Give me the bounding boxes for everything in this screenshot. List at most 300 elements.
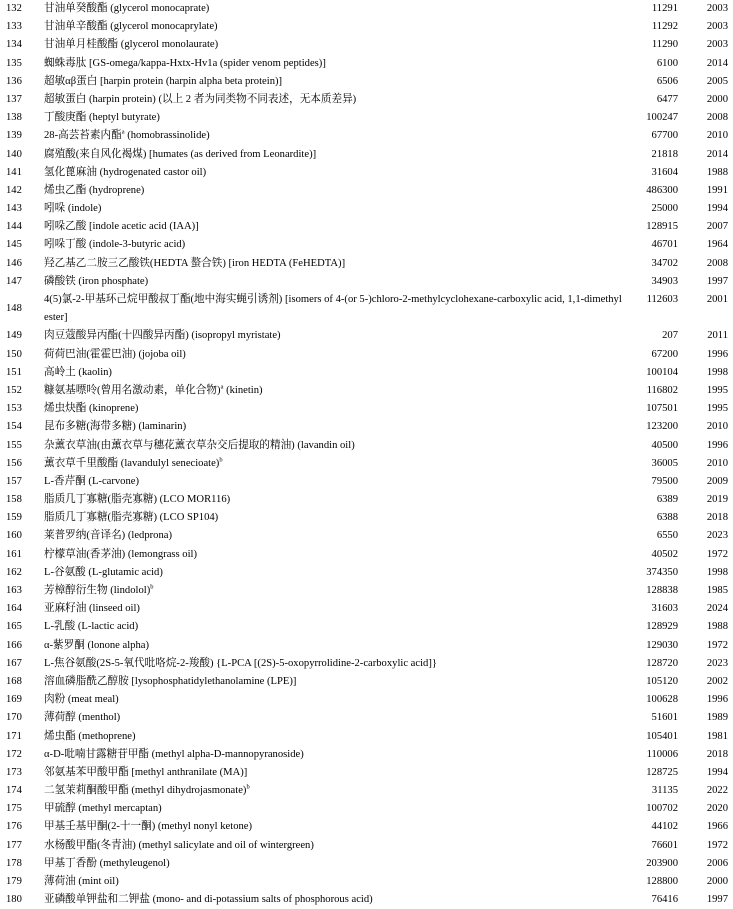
substance-name <box>44 0 624 18</box>
registration-year: 2023 <box>706 657 728 669</box>
substance-name <box>44 564 624 582</box>
substance-name <box>44 127 624 145</box>
registration-year: 2003 <box>706 39 728 51</box>
substance-name <box>44 236 624 254</box>
table-row <box>0 255 733 273</box>
substance-name-text: 柠檬草油(香茅油) (lemongrass oil) <box>44 548 197 560</box>
registration-year: 2008 <box>706 257 728 269</box>
row-number: 178 <box>6 857 22 869</box>
registration-year: 2008 <box>706 112 728 124</box>
registration-year: 1964 <box>706 239 728 251</box>
registration-year: 1985 <box>706 585 728 597</box>
substance-name <box>44 400 624 418</box>
row-number: 177 <box>6 839 22 851</box>
substance-name <box>44 18 624 36</box>
registration-year: 1995 <box>706 403 728 415</box>
row-number: 144 <box>6 221 22 233</box>
substance-name-text: 蜘蛛毒肽 [GS-omega/kappa-Hxtx-Hv1a (spider venom peptides)] <box>44 57 326 69</box>
table-row <box>0 527 733 545</box>
substance-name-text: 羟乙基乙二胺三乙酸铁(HEDTA 螯合铁) [iron HEDTA (FeHEDTA)] <box>44 257 346 269</box>
substance-name-text: 亚磷酸单钾盐和二钾盐 (mono- and di-potassium salts of phosphorous acid) <box>44 894 373 906</box>
table-row <box>0 455 733 473</box>
pc-code: 107501 <box>646 403 678 415</box>
pc-code: 46701 <box>651 239 678 251</box>
pc-code: 129030 <box>646 639 678 651</box>
registration-year: 1966 <box>706 821 728 833</box>
row-number: 173 <box>6 766 22 778</box>
substance-name <box>44 437 624 455</box>
row-number: 175 <box>6 803 22 815</box>
substance-name-text: 脂质几丁寡糖(脂壳寡糖) (LCO MOR116) <box>44 494 231 506</box>
row-number: 165 <box>6 621 22 633</box>
pc-code: 25000 <box>651 203 678 215</box>
pc-code: 203900 <box>646 857 678 869</box>
table-row <box>0 109 733 127</box>
registration-year: 2007 <box>706 221 728 233</box>
pc-code: 123200 <box>646 421 678 433</box>
registration-year: 2006 <box>706 857 728 869</box>
substance-name <box>44 109 624 127</box>
pc-code: 207 <box>662 330 678 342</box>
registration-year: 1972 <box>706 839 728 851</box>
pc-code: 6477 <box>656 93 678 105</box>
table-row <box>0 837 733 855</box>
substance-name <box>44 182 624 200</box>
table-row <box>0 782 733 800</box>
table-row <box>0 891 733 909</box>
row-number: 132 <box>6 3 22 14</box>
table-row <box>0 618 733 636</box>
substance-name <box>44 473 624 491</box>
registration-year: 2000 <box>706 93 728 105</box>
substance-name-text: 二氢茉莉酮酸甲酯 (methyl dihydrojasmonate) <box>44 785 247 797</box>
row-number: 154 <box>6 421 22 433</box>
substance-name <box>44 164 624 182</box>
registration-year: 2024 <box>706 603 728 615</box>
table-row <box>0 236 733 254</box>
pc-code: 128929 <box>646 621 678 633</box>
table-row <box>0 55 733 73</box>
registration-year: 2020 <box>706 803 728 815</box>
substance-name-text: L-焦谷氨酸(2S-5-氧代吡咯烷-2-羧酸) {L-PCA [(2S)-5-oxopyrrolidine-2-carboxylic acid]} <box>44 657 437 669</box>
table-row <box>0 764 733 782</box>
registration-year: 1991 <box>706 184 728 196</box>
pc-code: 36005 <box>651 457 678 469</box>
table-row <box>0 218 733 236</box>
row-number: 156 <box>6 457 22 469</box>
row-number: 137 <box>6 93 22 105</box>
substance-name-text: 超敏蛋白 (harpin protein) (以上 2 者为同类物不同表述，无本质差异) <box>44 93 357 105</box>
substance-name <box>44 891 624 909</box>
substance-name-text: L-谷氨酸 (L-glutamic acid) <box>44 566 163 578</box>
table-row <box>0 582 733 600</box>
row-number: 157 <box>6 475 22 487</box>
substance-name-text: L-香芹酮 (L-carvone) <box>44 475 140 487</box>
substance-name <box>44 73 624 91</box>
substance-name <box>44 818 624 836</box>
substance-name <box>44 364 624 382</box>
substance-name-text: 甲硫醇 (methyl mercaptan) <box>44 803 162 815</box>
row-number: 135 <box>6 57 22 69</box>
table-row <box>0 637 733 655</box>
table-row <box>0 273 733 291</box>
table-row <box>0 818 733 836</box>
substance-name-text: 薄荷醇 (menthol) <box>44 712 121 724</box>
registration-year: 2014 <box>706 57 728 69</box>
substance-name <box>44 873 624 891</box>
registration-year: 1994 <box>706 766 728 778</box>
pc-code: 100628 <box>646 694 678 706</box>
substance-name <box>44 527 624 545</box>
registration-year: 1996 <box>706 439 728 451</box>
pc-code: 128720 <box>646 657 678 669</box>
substance-name <box>44 691 624 709</box>
row-number: 152 <box>6 384 22 396</box>
table-row <box>0 546 733 564</box>
pc-code: 486300 <box>646 184 678 196</box>
table-row <box>0 673 733 691</box>
registration-year: 2018 <box>706 748 728 760</box>
registration-year: 1988 <box>706 621 728 633</box>
table-row <box>0 200 733 218</box>
substance-name <box>44 382 624 400</box>
row-number: 162 <box>6 566 22 578</box>
row-number: 138 <box>6 112 22 124</box>
pc-code: 21818 <box>651 148 678 160</box>
pc-code: 128915 <box>646 221 678 233</box>
pc-code: 6100 <box>656 57 678 69</box>
registration-year: 2000 <box>706 876 728 888</box>
substance-name-text: 昆布多糖(海带多糖) (laminarin) <box>44 421 187 433</box>
pc-code: 31603 <box>651 603 678 615</box>
registration-year: 1997 <box>706 894 728 906</box>
substance-name-text: 28-高芸苔素内酯 <box>44 130 122 142</box>
substance-name-text: 亚麻籽油 (linseed oil) <box>44 603 140 615</box>
substance-name <box>44 55 624 73</box>
table-row <box>0 36 733 54</box>
substance-name <box>44 273 624 291</box>
registration-year: 1995 <box>706 384 728 396</box>
table-row <box>0 746 733 764</box>
pc-code: 31604 <box>651 166 678 178</box>
registration-year: 2011 <box>707 330 728 342</box>
substance-name-text: 丁酸庚酯 (heptyl butyrate) <box>44 112 160 124</box>
substance-name-text: 4(5)氯-2-甲基环己烷甲酸叔丁酯(地中海实蝇引诱剂) [isomers of 4-(or 5-)chloro-2-methylcyclohexane-carboxylic acid, 1,1-dimethyl ester] <box>44 294 622 324</box>
substance-name <box>44 509 624 527</box>
registration-year: 2005 <box>706 75 728 87</box>
pc-code: 6389 <box>656 494 678 506</box>
substance-name-text: α-D-吡喃甘露糖苷甲酯 (methyl alpha-D-mannopyranoside) <box>44 748 304 760</box>
table-row <box>0 146 733 164</box>
registration-year: 1972 <box>706 639 728 651</box>
table-row <box>0 400 733 418</box>
substance-name-text: 甲基壬基甲酮(2-十一酮) (methyl nonyl ketone) <box>44 821 253 833</box>
substance-name-text: 杂薰衣草油(由薰衣草与穗花薰衣草杂交后提取的精油) (lavandin oil) <box>44 439 355 451</box>
pc-code: 76601 <box>651 839 678 851</box>
row-number: 180 <box>6 894 22 906</box>
pc-code: 40502 <box>651 548 678 560</box>
row-number: 171 <box>6 730 22 742</box>
substance-name-text: 超敏αβ蛋白 [harpin protein (harpin alpha beta protein)] <box>44 75 283 87</box>
substance-name-text: 甲基丁香酚 (methyleugenol) <box>44 857 170 869</box>
row-number: 150 <box>6 348 22 360</box>
substance-name <box>44 855 624 873</box>
row-number: 147 <box>6 275 22 287</box>
row-number: 166 <box>6 639 22 651</box>
substance-name-text: 薄荷油 (mint oil) <box>44 876 119 888</box>
pc-code: 100104 <box>646 366 678 378</box>
row-number: 143 <box>6 203 22 215</box>
table-row <box>0 564 733 582</box>
registration-year: 1972 <box>706 548 728 560</box>
table-row <box>0 291 733 327</box>
pc-code: 67700 <box>651 130 678 142</box>
pc-code: 76416 <box>651 894 678 906</box>
table-row <box>0 709 733 727</box>
substance-name <box>44 36 624 54</box>
registration-year: 2023 <box>706 530 728 542</box>
row-number: 172 <box>6 748 22 760</box>
substance-name <box>44 91 624 109</box>
row-number: 151 <box>6 366 22 378</box>
table-row <box>0 327 733 345</box>
table-row <box>0 364 733 382</box>
row-number: 167 <box>6 657 22 669</box>
substance-name <box>44 346 624 364</box>
table-row <box>0 0 733 18</box>
substance-name <box>44 709 624 727</box>
substance-name-text: α-紫罗酮 (lonone alpha) <box>44 639 149 651</box>
substance-name <box>44 782 624 800</box>
registration-year: 2019 <box>706 494 728 506</box>
footnote-marker: b <box>219 456 223 464</box>
table-row <box>0 473 733 491</box>
registration-year: 2010 <box>706 421 728 433</box>
registration-year: 2009 <box>706 475 728 487</box>
table-row <box>0 691 733 709</box>
row-number: 146 <box>6 257 22 269</box>
table-row <box>0 91 733 109</box>
row-number: 153 <box>6 403 22 415</box>
row-number: 163 <box>6 585 22 597</box>
registration-year: 1998 <box>706 566 728 578</box>
substance-name-suffix: (kinetin) <box>223 384 263 396</box>
substance-name-text: 氢化蓖麻油 (hydrogenated castor oil) <box>44 166 207 178</box>
pc-code: 112603 <box>646 294 678 305</box>
substance-name <box>44 600 624 618</box>
pc-code: 374350 <box>646 566 678 578</box>
table-row <box>0 73 733 91</box>
substance-name-text: L-乳酸 (L-lactic acid) <box>44 621 139 633</box>
table-row <box>0 728 733 746</box>
row-number: 159 <box>6 512 22 524</box>
registration-year: 2003 <box>706 21 728 33</box>
row-number: 179 <box>6 876 22 888</box>
substance-name-text: 薰衣草千里酸酯 (lavandulyl senecioate) <box>44 457 220 469</box>
registration-year: 1994 <box>706 203 728 215</box>
substance-name-text: 吲哚乙酸 [indole acetic acid (IAA)] <box>44 221 199 233</box>
substance-name <box>44 491 624 509</box>
substance-name <box>44 455 624 473</box>
table-row <box>0 800 733 818</box>
pc-code: 44102 <box>651 821 678 833</box>
table-row <box>0 127 733 145</box>
registration-year: 1997 <box>706 275 728 287</box>
row-number: 170 <box>6 712 22 724</box>
substance-name-text: 甘油单月桂酸酯 (glycerol monolaurate) <box>44 39 219 51</box>
registration-year: 1981 <box>706 730 728 742</box>
footnote-marker: b <box>150 583 154 591</box>
table-row <box>0 655 733 673</box>
registration-year: 1998 <box>706 366 728 378</box>
row-number: 141 <box>6 166 22 178</box>
substance-name <box>44 582 624 600</box>
table-row <box>0 164 733 182</box>
substance-name-text: 甘油单辛酸酯 (glycerol monocaprylate) <box>44 21 218 33</box>
substance-name <box>44 655 624 673</box>
substance-name-text: 烯虫酯 (methoprene) <box>44 730 136 742</box>
table-row <box>0 18 733 36</box>
pc-code: 100247 <box>646 112 678 124</box>
row-number: 148 <box>6 303 22 314</box>
substance-name <box>44 200 624 218</box>
pc-code: 105120 <box>646 675 678 687</box>
substance-name <box>44 146 624 164</box>
row-number: 161 <box>6 548 22 560</box>
registration-year: 2010 <box>706 130 728 142</box>
row-number: 176 <box>6 821 22 833</box>
footnote-marker: b <box>246 783 250 791</box>
substance-name <box>44 764 624 782</box>
row-number: 136 <box>6 75 22 87</box>
table-row <box>0 182 733 200</box>
substance-name-text: 磷酸铁 (iron phosphate) <box>44 275 149 287</box>
substance-name <box>44 800 624 818</box>
row-number: 158 <box>6 494 22 506</box>
pc-code: 116802 <box>646 384 678 396</box>
row-number: 139 <box>6 130 22 142</box>
registration-year: 2002 <box>706 675 728 687</box>
substance-name <box>44 218 624 236</box>
table-row <box>0 509 733 527</box>
row-number: 133 <box>6 21 22 33</box>
registration-year: 1996 <box>706 694 728 706</box>
pc-code: 34903 <box>651 275 678 287</box>
pc-code: 128838 <box>646 585 678 597</box>
registration-year: 1988 <box>706 166 728 178</box>
row-number: 155 <box>6 439 22 451</box>
pc-code: 11292 <box>651 21 678 33</box>
footnote-marker: a <box>220 383 224 391</box>
pc-code: 11290 <box>651 39 678 51</box>
table-row <box>0 873 733 891</box>
pc-code: 6388 <box>656 512 678 524</box>
substance-name-text: 邻氨基苯甲酸甲酯 [methyl anthranilate (MA)] <box>44 766 248 778</box>
substance-name-text: 烯虫乙酯 (hydroprene) <box>44 184 145 196</box>
pc-code: 100702 <box>646 803 678 815</box>
pc-code: 31135 <box>651 785 678 797</box>
pc-code: 128725 <box>646 766 678 778</box>
row-number: 145 <box>6 239 22 251</box>
substance-name <box>44 546 624 564</box>
pc-code: 105401 <box>646 730 678 742</box>
pc-code: 128800 <box>646 876 678 888</box>
registration-year: 2014 <box>706 148 728 160</box>
table-row <box>0 437 733 455</box>
row-number: 140 <box>6 148 22 160</box>
row-number: 142 <box>6 184 22 196</box>
substance-name-text: 肉豆蔻酸异丙酯(十四酸异丙酯) (isopropyl myristate) <box>44 330 281 342</box>
substance-name <box>44 837 624 855</box>
substance-name-text: 脂质几丁寡糖(脂壳寡糖) (LCO SP104) <box>44 512 219 524</box>
row-number: 168 <box>6 675 22 687</box>
substance-name-text: 肉粉 (meat meal) <box>44 694 119 706</box>
substance-name <box>44 418 624 436</box>
row-number: 174 <box>6 785 22 797</box>
registration-year: 2022 <box>706 785 728 797</box>
row-number: 149 <box>6 330 22 342</box>
substance-name <box>44 291 624 327</box>
table-row <box>0 382 733 400</box>
substance-name-suffix: (homobrassinolide) <box>124 130 210 142</box>
registration-year: 2018 <box>706 512 728 524</box>
substance-name-text: 吲哚丁酸 (indole-3-butyric acid) <box>44 239 186 251</box>
pc-code: 79500 <box>651 475 678 487</box>
footnote-marker: a <box>121 128 125 136</box>
substance-name <box>44 637 624 655</box>
substance-name-text: 荷荷巴油(霍霍巴油) (jojoba oil) <box>44 348 186 360</box>
pc-code: 11291 <box>651 3 678 14</box>
substance-name-text: 吲哚 (indole) <box>44 203 102 215</box>
table-row <box>0 855 733 873</box>
substance-name-text: 高岭土 (kaolin) <box>44 366 112 378</box>
row-number: 169 <box>6 694 22 706</box>
pc-code: 6506 <box>656 75 678 87</box>
substance-name-text: 溶血磷脂酰乙醇胺 [lysophosphatidylethanolamine (LPE)] <box>44 675 297 687</box>
table-row <box>0 418 733 436</box>
substance-name <box>44 673 624 691</box>
row-number: 164 <box>6 603 22 615</box>
registration-year: 2010 <box>706 457 728 469</box>
pc-code: 110006 <box>646 748 678 760</box>
registration-year: 1989 <box>706 712 728 724</box>
table-row <box>0 491 733 509</box>
pc-code: 34702 <box>651 257 678 269</box>
substance-name <box>44 327 624 345</box>
registration-year: 1996 <box>706 348 728 360</box>
pc-code: 51601 <box>651 712 678 724</box>
substance-name-text: 糠氨基嘌呤(曾用名激动素，单化合物) <box>44 384 221 396</box>
substance-name-text: 芳樟醇衍生物 (lindolol) <box>44 585 151 597</box>
substance-name-text: 甘油单癸酸酯 (glycerol monocaprate) <box>44 3 210 14</box>
substance-name <box>44 618 624 636</box>
pc-code: 40500 <box>651 439 678 451</box>
substance-name-text: 腐殖酸(来自风化褐煤) [humates (as derived from Leonardite)] <box>44 148 317 160</box>
registration-year: 2001 <box>706 294 728 305</box>
registration-year: 2003 <box>706 3 728 14</box>
substance-name-text: 水杨酸甲酯(冬青油) (methyl salicylate and oil of wintergreen) <box>44 839 314 851</box>
row-number: 160 <box>6 530 22 542</box>
substance-name <box>44 746 624 764</box>
substance-name <box>44 728 624 746</box>
pc-code: 6550 <box>656 530 678 542</box>
pc-code: 67200 <box>651 348 678 360</box>
substance-name-text: 莱普罗纳(音译名) (ledprona) <box>44 530 172 542</box>
substance-name <box>44 255 624 273</box>
table-row <box>0 346 733 364</box>
row-number: 134 <box>6 39 22 51</box>
table-row <box>0 600 733 618</box>
